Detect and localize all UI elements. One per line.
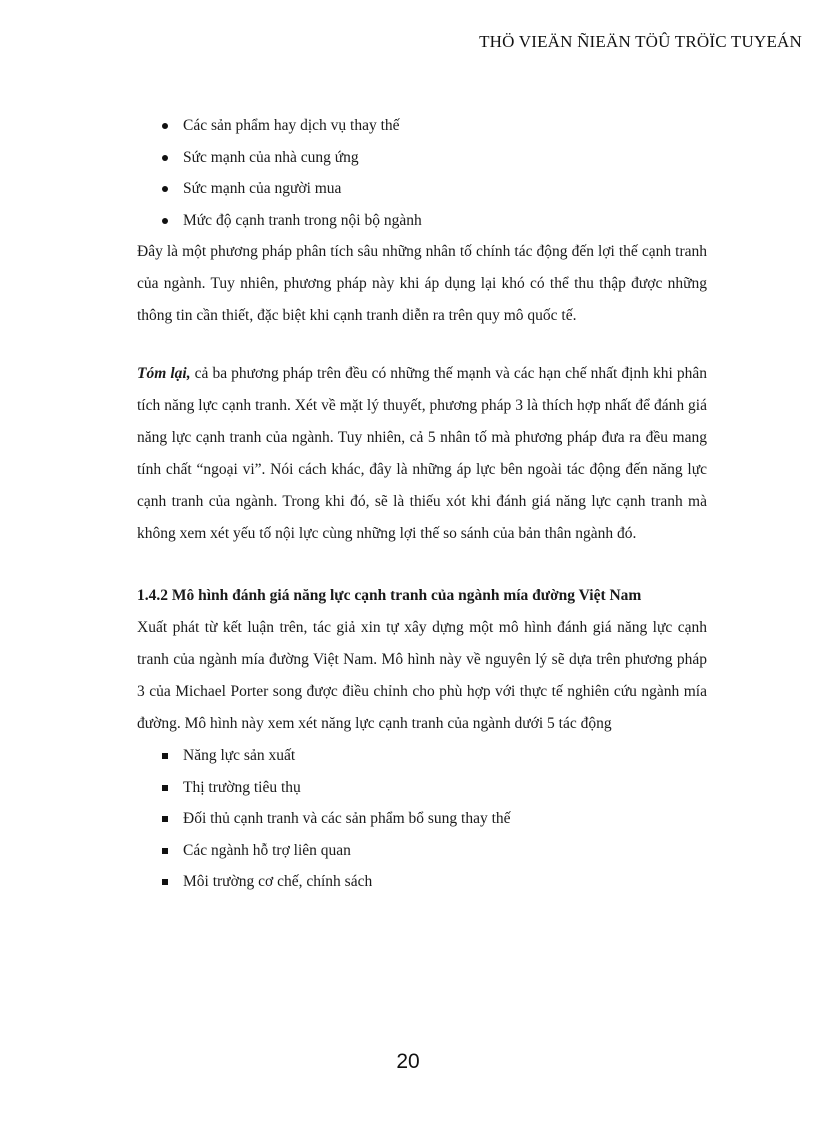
list-item: Sức mạnh của nhà cung ứng xyxy=(137,142,707,174)
page-content xyxy=(137,110,707,898)
page-number: 20 xyxy=(396,1050,420,1073)
paragraph-analysis: Đây là một phương pháp phân tích sâu những nhân tố chính tác động đến lợi thế cạnh tranh của ngành. Tuy nhiên, phương pháp này khi áp dụng lại khó có thể thu thập được những thông tin cần thiết, đặc biệt khi cạnh tranh diễn ra trên quy mô quốc tế. xyxy=(137,243,707,324)
list-item: Sức mạnh của người mua xyxy=(137,173,707,205)
list-item: Các ngành hỗ trợ liên quan xyxy=(137,835,707,867)
summary-text: cả ba phương pháp trên đều có những thế mạnh và các hạn chế nhất định khi phân tích năng lực cạnh tranh. Xét về mặt lý thuyết, phương pháp 3 là thích hợp nhất để đánh giá năng lực cạnh tranh của ngành. Tuy nhiên, cả 5 nhân tố mà phương pháp đưa ra đều mang tính chất “ngoại vi”. Nói cách khác, đây là những áp lực bên ngoài tác động đến năng lực cạnh tranh của ngành. Trong khi đó, sẽ là thiếu xót khi đánh giá năng lực cạnh tranh mà không xem xét yếu tố nội lực cùng những lợi thế so sánh của bản thân ngành đó. xyxy=(137,365,707,542)
list-item: Đối thủ cạnh tranh và các sản phẩm bổ sung thay thế xyxy=(137,803,707,835)
summary-lead: Tóm lại, xyxy=(137,365,191,382)
section-heading: 1.4.2 Mô hình đánh giá năng lực cạnh tranh của ngành mía đường Việt Nam xyxy=(137,587,642,604)
page-header: THÖ VIEÄN ÑIEÄN TÖÛ TRÖÏC TUYEÁN xyxy=(479,32,802,51)
bullet-list-top xyxy=(137,110,707,236)
list-item: Môi trường cơ chế, chính sách xyxy=(137,866,707,898)
list-item: Năng lực sản xuất xyxy=(137,740,707,772)
list-item: Thị trường tiêu thụ xyxy=(137,772,707,804)
paragraph-summary xyxy=(137,358,707,550)
list-item: Các sản phẩm hay dịch vụ thay thế xyxy=(137,110,707,142)
bullet-list-bottom xyxy=(137,740,707,898)
paragraph-model-intro: Xuất phát từ kết luận trên, tác giả xin tự xây dựng một mô hình đánh giá năng lực cạnh tranh của ngành mía đường Việt Nam. Mô hình này về nguyên lý sẽ dựa trên phương pháp 3 của Michael Porter song được điều chỉnh cho phù hợp với thực tế nghiên cứu ngành mía đường. Mô hình này xem xét năng lực cạnh tranh của ngành dưới 5 tác động xyxy=(137,619,707,732)
list-item: Mức độ cạnh tranh trong nội bộ ngành xyxy=(137,205,707,237)
